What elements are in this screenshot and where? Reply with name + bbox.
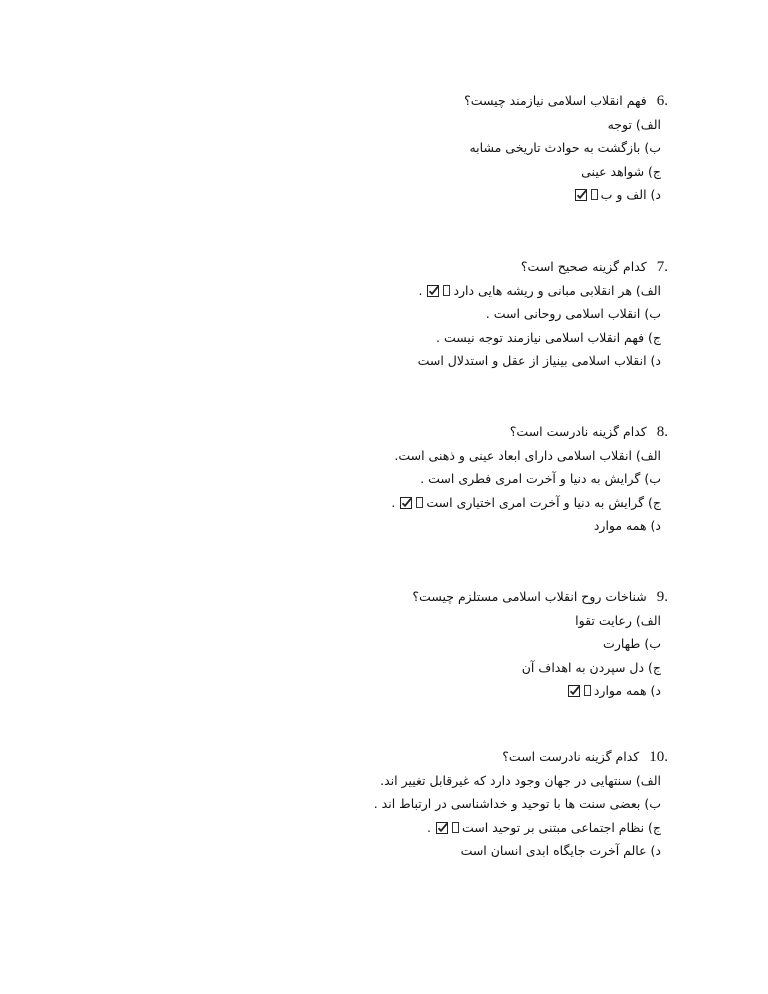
option-d xyxy=(168,680,668,702)
option-c-text: ج) دل سپردن به اهداف آن xyxy=(521,659,661,675)
option-a-text: الف) رعایت تقوا xyxy=(575,612,661,628)
question-text: کدام گزینه صحیح است؟ xyxy=(520,259,647,274)
option-a-text: الف) سنتهایی در جهان وجود دارد که غیرقابل تغییر اند. xyxy=(380,772,661,788)
checked-box-icon xyxy=(427,285,439,297)
question-6-line xyxy=(168,90,668,112)
option-c xyxy=(168,327,668,349)
option-b-text: ب) طهارت xyxy=(603,636,661,651)
option-a xyxy=(168,114,668,136)
option-c-period: . xyxy=(427,819,432,835)
question-number: 8. xyxy=(656,424,668,440)
checked-box-icon xyxy=(400,497,412,509)
question-7 xyxy=(168,256,668,374)
option-c-text: ج) شواهد عینی xyxy=(581,163,661,179)
empty-box-icon xyxy=(443,285,450,296)
option-a xyxy=(168,280,668,302)
option-d-text: د) همه موارد xyxy=(593,518,661,533)
question-8-line xyxy=(168,421,668,443)
option-d-text: د) عالم آخرت جایگاه ابدی انسان است xyxy=(460,843,661,858)
option-c-text: ج) نظام اجتماعی مبتنی بر توحید است xyxy=(462,819,661,835)
question-8 xyxy=(168,421,668,539)
checked-box-icon xyxy=(568,685,580,697)
question-6 xyxy=(168,90,668,208)
option-a xyxy=(168,445,668,467)
checked-box-icon xyxy=(575,189,587,201)
checked-box-icon xyxy=(436,822,448,834)
option-a-period: . xyxy=(418,282,423,298)
empty-box-icon xyxy=(591,189,598,200)
empty-box-icon xyxy=(452,822,459,833)
option-d xyxy=(168,350,668,372)
option-d-text: د) انقلاب اسلامی بینیاز از عقل و استدلال است xyxy=(417,353,661,368)
option-b xyxy=(168,137,668,159)
question-text: کدام گزینه نادرست است؟ xyxy=(509,424,647,439)
option-a xyxy=(168,770,668,792)
question-number: 10. xyxy=(649,749,668,765)
question-number: 7. xyxy=(656,259,668,275)
option-b xyxy=(168,633,668,655)
option-a-text: الف) هر انقلابی مبانی و ریشه هایی دارد xyxy=(453,282,661,298)
question-text: فهم انقلاب اسلامی نیازمند چیست؟ xyxy=(464,93,647,108)
option-b-text: ب) گرایش به دنیا و آخرت امری فطری است . xyxy=(420,471,661,486)
option-c xyxy=(168,492,668,514)
question-10 xyxy=(168,746,668,864)
option-c-text: ج) فهم انقلاب اسلامی نیازمند توجه نیست . xyxy=(436,329,661,345)
option-b xyxy=(168,793,668,815)
question-number: 9. xyxy=(656,589,668,605)
option-b-text: ب) بعضی سنت ها با توحید و خداشناسی در ارتباط اند . xyxy=(373,796,661,811)
option-d-text: د) همه موارد xyxy=(593,683,661,698)
option-d xyxy=(168,515,668,537)
option-b-text: ب) انقلاب اسلامی روحانی است . xyxy=(485,306,661,321)
option-a-text: الف) توجه xyxy=(607,116,661,132)
option-b-text: ب) بازگشت به حوادث تاریخی مشابه xyxy=(469,140,661,155)
question-9-line xyxy=(168,586,668,608)
question-7-line xyxy=(168,256,668,278)
option-c xyxy=(168,817,668,839)
question-number: 6. xyxy=(656,93,668,109)
option-d-text: د) الف و ب xyxy=(600,187,661,202)
question-9 xyxy=(168,586,668,704)
option-c xyxy=(168,161,668,183)
option-c-period: . xyxy=(391,494,396,510)
question-text: شناخات روح انقلاب اسلامی مستلزم چیست؟ xyxy=(412,589,647,604)
empty-box-icon xyxy=(416,497,423,508)
option-d xyxy=(168,184,668,206)
option-a-text: الف) انقلاب اسلامی دارای ابعاد عینی و ذهنی است. xyxy=(394,447,661,463)
empty-box-icon xyxy=(584,685,591,696)
option-d xyxy=(168,840,668,862)
option-c-text: ج) گرایش به دنیا و آخرت امری اختیاری است xyxy=(426,494,661,510)
question-10-line xyxy=(168,746,668,768)
option-c xyxy=(168,657,668,679)
option-a xyxy=(168,610,668,632)
option-b xyxy=(168,303,668,325)
question-text: کدام گزینه نادرست است؟ xyxy=(502,749,640,764)
option-b xyxy=(168,468,668,490)
